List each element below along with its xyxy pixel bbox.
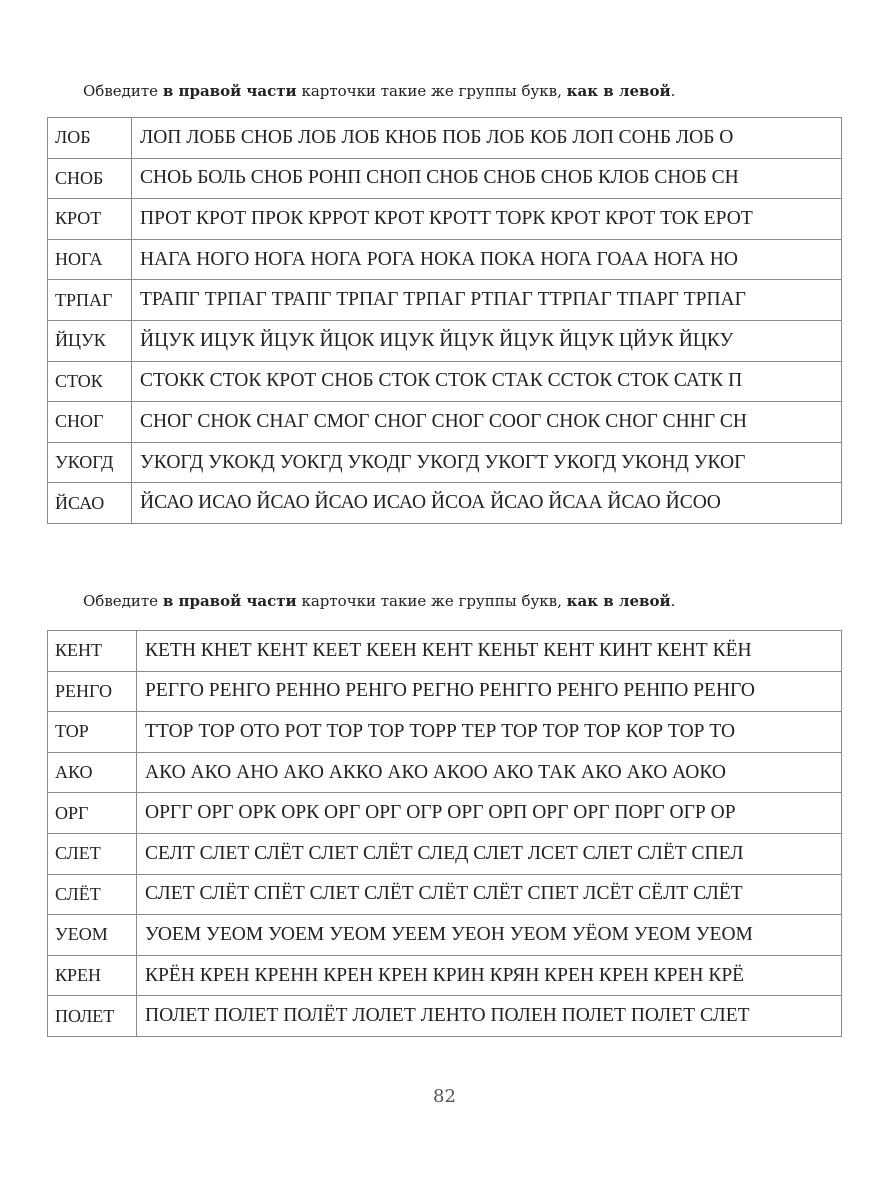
instruction-text: карточки такие же группы букв, — [296, 592, 567, 610]
target-word-cell: КРЕН — [48, 955, 137, 996]
letter-groups-cell[interactable]: ПОЛЕТ ПОЛЕТ ПОЛЁТ ЛОЛЕТ ЛЕНТО ПОЛЕН ПОЛЕТ ПОЛЕТ СЛЕТ — [137, 996, 842, 1037]
target-word-cell: УЕОМ — [48, 915, 137, 956]
table-row — [48, 118, 842, 159]
table-row — [48, 361, 842, 402]
letter-groups-cell[interactable]: ОРГГ ОРГ ОРК ОРК ОРГ ОРГ ОГР ОРГ ОРП ОРГ ОРГ ПОРГ ОГР ОР — [137, 793, 842, 834]
instruction-text: Обведите — [83, 592, 163, 610]
table-row — [48, 320, 842, 361]
table-row — [48, 712, 842, 753]
letter-groups-cell[interactable]: ЙЦУК ИЦУК ЙЦУК ЙЦОК ИЦУК ЙЦУК ЙЦУК ЙЦУК ЦЙУК ЙЦКУ — [132, 320, 842, 361]
letter-groups-cell[interactable]: КРЁН КРЕН КРЕНН КРЕН КРЕН КРИН КРЯН КРЕН КРЕН КРЕН КРЁ — [137, 955, 842, 996]
table-row — [48, 158, 842, 199]
target-word-cell: ОРГ — [48, 793, 137, 834]
instruction-2 — [83, 592, 675, 610]
target-word-cell: ТОР — [48, 712, 137, 753]
target-word-cell: УКОГД — [48, 442, 132, 483]
target-word-cell: СЛЁТ — [48, 874, 137, 915]
letter-groups-cell[interactable]: ПРОТ КРОТ ПРОК КРРОТ КРОТ КРОТТ ТОРК КРОТ КРОТ ТОК ЕРОТ — [132, 199, 842, 240]
table-row — [48, 955, 842, 996]
letter-groups-cell[interactable]: ЙСАО ИСАО ЙСАО ЙСАО ИСАО ЙСОА ЙСАО ЙСАА ЙСАО ЙСОО — [132, 483, 842, 524]
letter-groups-cell[interactable]: АКО АКО АНО АКО АККО АКО АКОО АКО ТАК АКО АКО АОКО — [137, 752, 842, 793]
instruction-1 — [83, 82, 675, 100]
table-row — [48, 671, 842, 712]
letter-groups-cell[interactable]: СНОЬ БОЛЬ СНОБ РОНП СНОП СНОБ СНОБ СНОБ КЛОБ СНОБ СН — [132, 158, 842, 199]
instruction-bold: в правой части — [162, 82, 297, 100]
letter-groups-cell[interactable]: СНОГ СНОК СНАГ СМОГ СНОГ СНОГ СООГ СНОК СНОГ СННГ СН — [132, 402, 842, 443]
letter-groups-cell[interactable]: НАГА НОГО НОГА НОГА РОГА НОКА ПОКА НОГА ГОАА НОГА НО — [132, 239, 842, 280]
letter-groups-cell[interactable]: УКОГД УКОКД УОКГД УКОДГ УКОГД УКОГТ УКОГД УКОНД УКОГ — [132, 442, 842, 483]
instruction-bold: как в левой — [566, 82, 671, 100]
table-row — [48, 793, 842, 834]
table-row — [48, 631, 842, 672]
letter-card-table-1 — [47, 117, 842, 524]
letter-card-table-2 — [47, 630, 842, 1037]
letter-groups-cell[interactable]: УОЕМ УЕОМ УОЕМ УЕОМ УЕЕМ УЕОН УЕОМ УЁОМ УЕОМ УЕОМ — [137, 915, 842, 956]
letter-groups-cell[interactable]: СЛЕТ СЛЁТ СПЁТ СЛЕТ СЛЁТ СЛЁТ СЛЁТ СПЕТ ЛСЁТ СЁЛТ СЛЁТ — [137, 874, 842, 915]
table-row — [48, 833, 842, 874]
page-number: 82 — [433, 1086, 456, 1107]
letter-groups-cell[interactable]: СЕЛТ СЛЕТ СЛЁТ СЛЕТ СЛЁТ СЛЕД СЛЕТ ЛСЕТ СЛЕТ СЛЁТ СПЕЛ — [137, 833, 842, 874]
target-word-cell: СЛЕТ — [48, 833, 137, 874]
instruction-text: . — [670, 82, 676, 100]
table-row — [48, 752, 842, 793]
letter-groups-cell[interactable]: РЕГГО РЕНГО РЕННО РЕНГО РЕГНО РЕНГГО РЕНГО РЕНПО РЕНГО — [137, 671, 842, 712]
table-row — [48, 483, 842, 524]
target-word-cell: КЕНТ — [48, 631, 137, 672]
letter-groups-cell[interactable]: ЛОП ЛОББ СНОБ ЛОБ ЛОБ КНОБ ПОБ ЛОБ КОБ ЛОП СОНБ ЛОБ О — [132, 118, 842, 159]
target-word-cell: ПОЛЕТ — [48, 996, 137, 1037]
target-word-cell: ЙСАО — [48, 483, 132, 524]
table-row — [48, 239, 842, 280]
target-word-cell: КРОТ — [48, 199, 132, 240]
target-word-cell: ЙЦУК — [48, 320, 132, 361]
instruction-text: Обведите — [83, 82, 163, 100]
target-word-cell: НОГА — [48, 239, 132, 280]
table-row — [48, 874, 842, 915]
instruction-bold: в правой части — [162, 592, 297, 610]
letter-groups-cell[interactable]: ТРАПГ ТРПАГ ТРАПГ ТРПАГ ТРПАГ РТПАГ ТТРПАГ ТПАРГ ТРПАГ — [132, 280, 842, 321]
table-row — [48, 402, 842, 443]
instruction-text: карточки такие же группы букв, — [296, 82, 567, 100]
instruction-text: . — [670, 592, 676, 610]
target-word-cell: СНОГ — [48, 402, 132, 443]
letter-groups-cell[interactable]: КЕТН КНЕТ КЕНТ КЕЕТ КЕЕН КЕНТ КЕНЬТ КЕНТ КИНТ КЕНТ КЁН — [137, 631, 842, 672]
target-word-cell: АКО — [48, 752, 137, 793]
table-row — [48, 280, 842, 321]
table-row — [48, 199, 842, 240]
table-row — [48, 442, 842, 483]
target-word-cell: СНОБ — [48, 158, 132, 199]
target-word-cell: РЕНГО — [48, 671, 137, 712]
table-row — [48, 996, 842, 1037]
table-row — [48, 915, 842, 956]
target-word-cell: СТОК — [48, 361, 132, 402]
target-word-cell: ТРПАГ — [48, 280, 132, 321]
letter-groups-cell[interactable]: ТТОР ТОР ОТО РОТ ТОР ТОР ТОРР ТЕР ТОР ТОР ТОР КОР ТОР ТО — [137, 712, 842, 753]
instruction-bold: как в левой — [566, 592, 671, 610]
letter-groups-cell[interactable]: СТОКК СТОК КРОТ СНОБ СТОК СТОК СТАК ССТОК СТОК САТК П — [132, 361, 842, 402]
target-word-cell: ЛОБ — [48, 118, 132, 159]
